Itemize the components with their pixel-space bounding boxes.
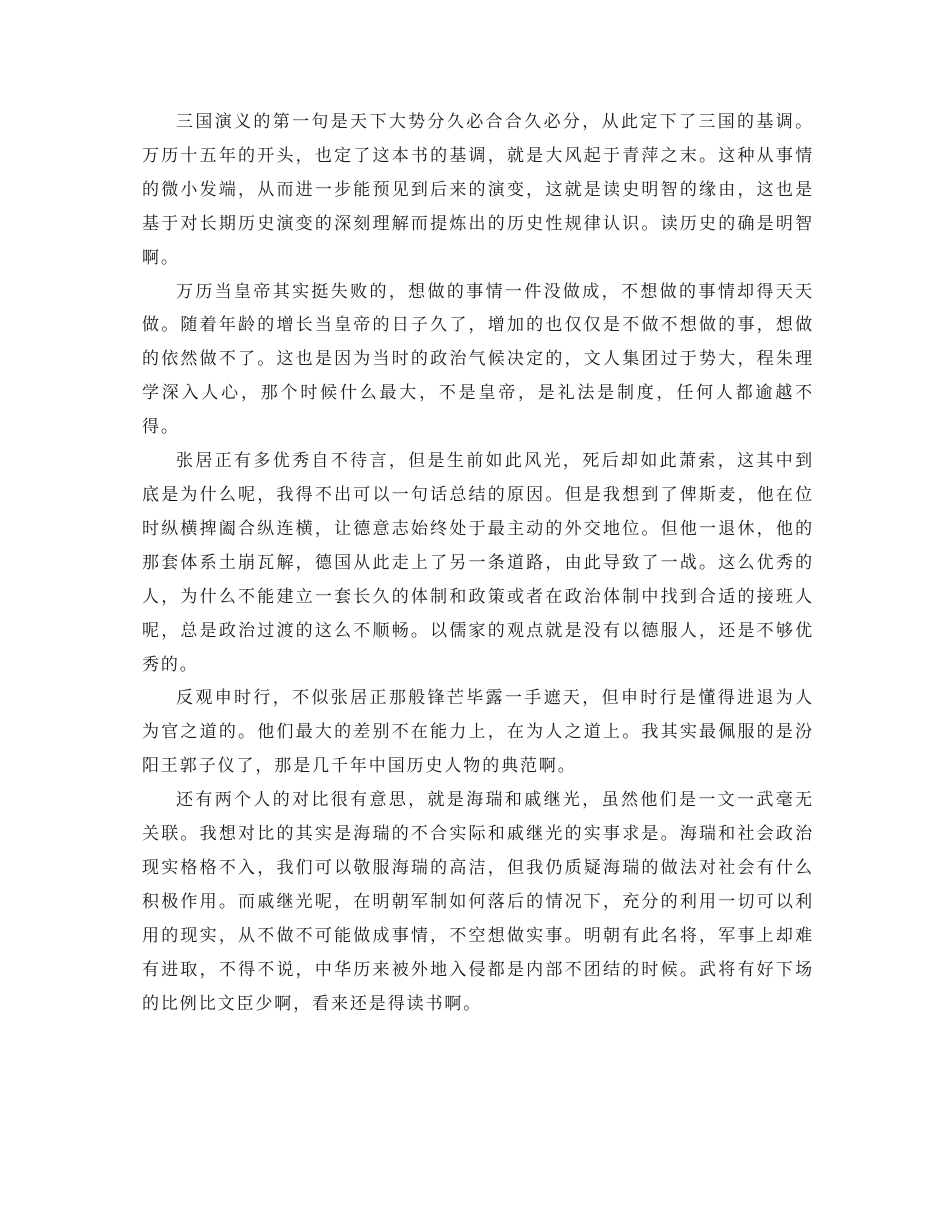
paragraph: 三国演义的第一句是天下大势分久必合合久必分，从此定下了三国的基调。万历十五年的开头，也定了这本书的基调，就是大风起于青萍之末。这种从事情的微小发端，从而进一步能预见到后来的演变，这就是读史明智的缘由，这也是基于对长期历史演变的深刻理解而提炼出的历史性规律认识。读历史的确是明智啊。	[142, 112, 814, 268]
paragraph: 反观申时行，不似张居正那般锋芒毕露一手遮天，但申时行是懂得进退为人为官之道的。他们最大的差别不在能力上，在为人之道上。我其实最佩服的是汾阳王郭子仪了，那是几千年中国历史人物的典范啊。	[142, 688, 814, 777]
paragraph: 万历当皇帝其实挺失败的，想做的事情一件没做成，不想做的事情却得天天做。随着年龄的增长当皇帝的日子久了，增加的也仅仅是不做不想做的事，想做的依然做不了。这也是因为当时的政治气候决定的，文人集团过于势大，程朱理学深入人心，那个时候什么最大，不是皇帝，是礼法是制度，任何人都逾越不得。	[142, 281, 814, 438]
document-body	[142, 106, 814, 1021]
paragraph: 还有两个人的对比很有意思，就是海瑞和戚继光，虽然他们是一文一武毫无关联。我想对比的其实是海瑞的不合实际和戚继光的实事求是。海瑞和社会政治现实格格不入，我们可以敬服海瑞的高洁，但我仍质疑海瑞的做法对社会有什么积极作用。而戚继光呢，在明朝军制如何落后的情况下，充分的利用一切可以利用的现实，从不做不可能做成事情，不空想做实事。明朝有此名将，军事上却难有进取，不得不说，中华历来被外地入侵都是内部不团结的时候。武将有好下场的比例比文臣少啊，看来还是得读书啊。	[142, 790, 814, 1014]
paragraph: 张居正有多优秀自不待言，但是生前如此风光，死后却如此萧索，这其中到底是为什么呢，我得不出可以一句话总结的原因。但是我想到了俾斯麦，他在位时纵横捭阖合纵连横，让德意志始终处于最主动的外交地位。但他一退休，他的那套体系土崩瓦解，德国从此走上了另一条道路，由此导致了一战。这么优秀的人，为什么不能建立一套长久的体制和政策或者在政治体制中找到合适的接班人呢，总是政治过渡的这么不顺畅。以儒家的观点就是没有以德服人，还是不够优秀的。	[142, 451, 814, 675]
